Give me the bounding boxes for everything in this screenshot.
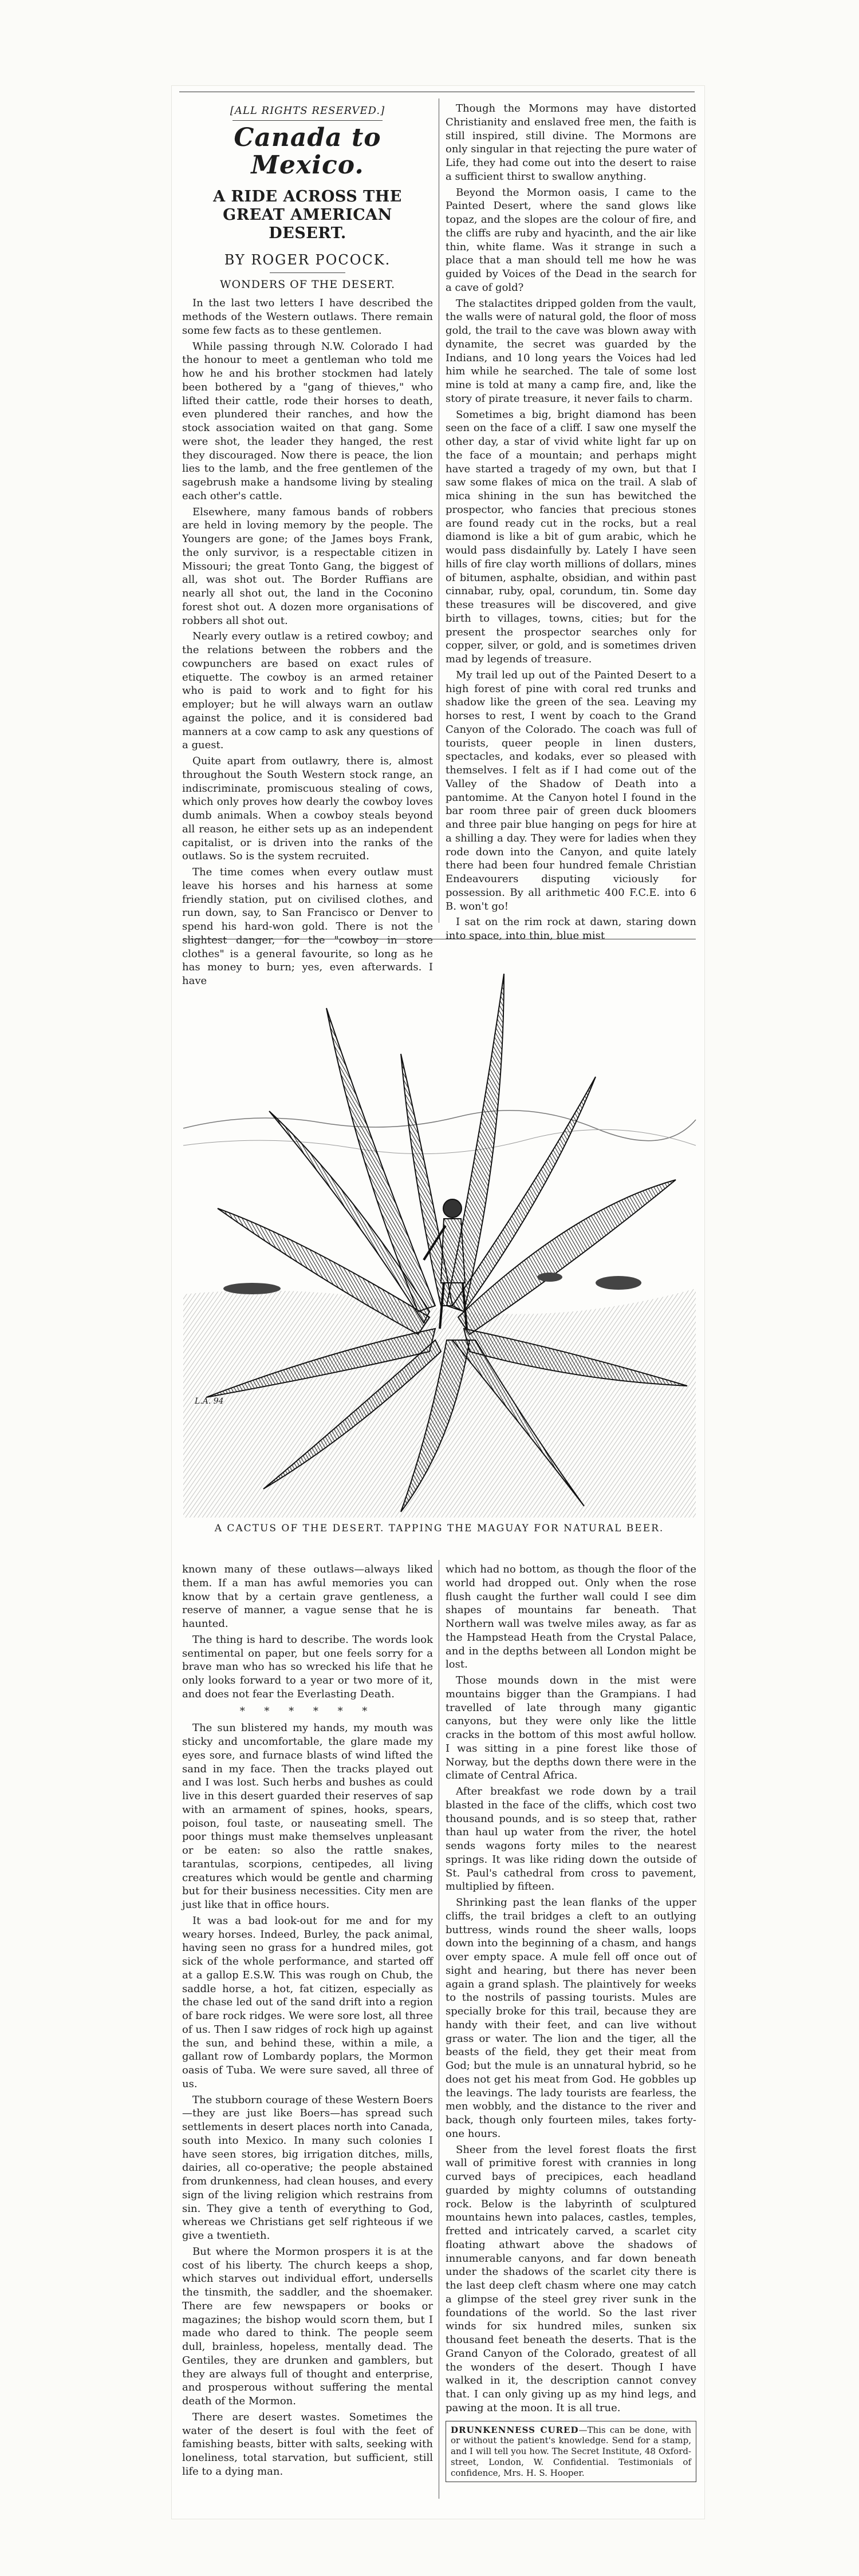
paragraph: I sat on the rim rock at dawn, staring down into space, into thin, blue mist (446, 916, 696, 942)
illustration-caption: A CACTUS OF THE DESERT. TAPPING THE MAGUAY FOR NATURAL BEER. (214, 1523, 664, 1534)
advert-body: —This can be done, with or without the patient's knowledge. Send for a stamp, and I will tell you how. The Secret Institute, 48 Oxford-street, London, W. Confidential. Testimonials of confidence, Mrs. H. S. Hooper. (451, 2424, 691, 2478)
paragraph: While passing through N.W. Colorado I had the honour to meet a gentleman who told me how he and his brother stockmen had lately been bothered by a "gang of thieves," who lifted their cattle, rode their horses to death, even plundered their ranches, and how the stock association waited on that gang. Some were shot, the leader they hanged, the rest they discouraged. Now there is peace, the lion lies to the lamb, and the free gentlemen of the sagebrush make a handsome living by stealing each other's cattle. (182, 340, 433, 502)
paragraph: The stalactites dripped golden from the vault, the walls were of natural gold, the floor of moss gold, the trail to the cave was blown away with dynamite, the secret was guarded by the Indians, and 10 long years the Voices had led him while he searched. The tale of some lost mine is told at many a camp fire, and, like the story of pirate treasure, it never fails to charm. (446, 297, 696, 405)
section-break: * * * * * * (239, 1705, 376, 1717)
paragraph: Shrinking past the lean flanks of the upper cliffs, the trail bridges a cleft to an outlying buttress, winds round the sheer walls, loops down into the beginning of a chasm, and hangs over empty space. A mule fell off once out of sight and hearing, but there has never been again a grand splash. The plaintively for weeks to the nostrils of passing tourists. Mules are specially broke for this trail, because they are handy with their feet, and can live without grass or water. The lion and the tiger, all the beasts of the field, they get their meat from God; but the mule is an unnatural hybrid, so he does not get his meat from God. He gobbles up the leavings. The lady tourists are fearless, the men wobbly, and the distance to the river and back, though only fourteen miles, takes forty-one hours. (446, 1897, 696, 2140)
paragraph: But where the Mormon prospers it is at the cost of his liberty. The church keeps a shop, which starves out individual effort, undersells the tinsmith, the saddler, and the shoemaker. There are few newspapers or books or magazines; the bishop would scorn them, but I made who dared to think. The people seem dull, brainless, hopeless, mentally dead. The Gentiles, they are drunken and gamblers, but they are always full of thought and enterprise, and prosperous without suffering the mental death of the Mormon. (182, 2245, 433, 2407)
paragraph: known many of these outlaws—always liked them. If a man has awful memories you can know that by a certain grave gentleness, a reserve of manner, a vague sense that he is haunted. (182, 1563, 433, 1630)
paragraph: The thing is hard to describe. The words look sentimental on paper, but one feels sorry for a brave man who has so wrecked his life that he only looks forward to a year or two more of it, and does not fear the Everlasting Death. (182, 1633, 433, 1700)
paragraph: Sometimes a big, bright diamond has been seen on the face of a cliff. I saw one myself the other day, a star of vivid white light far up on the face of a mountain; and perhaps might have started a tragedy of my own, but that I saw some flakes of mica on the trail. A slab of mica shining in the sun has bewitched the prospector, who fancies that precious stones are found ready cut in the rocks, but a real diamond is like a bit of gum arabic, which he would pass disdainfully by. Lately I have seen hills of fire clay worth millions of dollars, mines of bitumen, asphalte, obsidian, and within past cinnabar, ruby, opal, corundum, tin. Some day these treasures will be discovered, and give birth to villages, towns, cities; but for the present the prospector searches only for copper, silver, or gold, and is sometimes driven mad by legends of treasure. (446, 408, 696, 665)
paragraph: My trail led up out of the Painted Desert to a high forest of pine with coral red trunks and shadow like the green of the sea. Leaving my horses to rest, I went by coach to the Grand Canyon of the Colorado. The coach was full of tourists, queer people in linen dusters, spectacles, and kodaks, ever so pleased with themselves. I felt as if I had come out of the Valley of the Shadow of Death into a pantomime. At the Canyon hotel I found in the bar room three pair of green duck bloomers and three pair blue hanging on pegs for hire at a shilling a day. They were for ladies when they rode down into the Canyon, and quite lately there had been four hundred female Christian Endeavourers disputing viciously for possession. By all arithmetic 400 F.C.E. into 6 B. won't go! (446, 669, 696, 912)
paragraph: Elsewhere, many famous bands of robbers are held in loving memory by the people. The Youngers are gone; of the James boys Frank, the only survivor, is a respectable citizen in Missouri; the great Tonto Gang, the biggest of all, was shot out. The Border Ruffians are nearly all shot out, the land in the Coconino forest shot out. A dozen more organisations of robbers all shot out. (182, 505, 433, 627)
agave-engraving (183, 939, 696, 1518)
paragraph: After breakfast we rode down by a trail blasted in the face of the cliffs, which cost two thousand pounds, and is so steep that, rather than haul up water from the river, the hotel sends wagons forty miles to the nearest springs. It was like riding down the outside of St. Paul's cathedral from cross to pavement, multiplied by fifteen. (446, 1785, 696, 1893)
cactus-illustration (183, 939, 696, 1518)
paragraph: The sun blistered my hands, my mouth was sticky and uncomfortable, the glare made my eyes sore, and furnace blasts of wind lifted the sand in my face. Then the tracks played out and I was lost. Such herbs and bushes as could live in this desert guarded their reserves of sap with an armament of spines, hooks, spears, poison, foul taste, or nauseating smell. The poor things must make themselves unpleasant or be eaten: so also the rattle snakes, tarantulas, scorpions, centipedes, all living creatures which would be gentle and charming but for their business necessities. City men are just like that in office hours. (182, 1722, 433, 1911)
paragraph: Quite apart from outlawry, there is, almost throughout the South Western stock range, an indiscriminate, promiscuous stealing of cows, which only proves how dearly the cowboy loves dumb animals. When a cowboy steals beyond all reason, he either sets up as an independent capitalist, or is driven into the ranks of the outlaws. So is the system recruited. (182, 755, 433, 863)
advert-title: DRUNKENNESS CURED (451, 2424, 579, 2435)
engraver-signature: L.A. 94 (195, 1397, 224, 1406)
paragraph: Those mounds down in the mist were mountains bigger than the Grampians. I had travelled of late through many gigantic canyons, but they were only like the little cracks in the bottom of this most awful hollow. I was sitting in a pine forest like those of Norway, but the depths down there were in the climate of Central Africa. (446, 1674, 696, 1782)
article-byline: BY ROGER POCOCK. (224, 251, 391, 268)
column-right-bottom (446, 1563, 696, 2478)
article-subhead: A RIDE ACROSS THE GREAT AMERICAN DESERT. (213, 187, 402, 243)
paragraph: Though the Mormons may have distorted Christianity and enslaved free men, the faith is still inspired, still divine. The Mormons are only singular in that rejecting the pure water of Life, they had come out into the desert to raise a sufficient thirst to swallow anything. (446, 102, 696, 183)
paragraph: It was a bad look-out for me and for my weary horses. Indeed, Burley, the pack animal, having seen no grass for a hundred miles, got sick of the whole performance, and started off at a gallop E.S.W. This was rough on Chub, the saddle horse, a hot, fat citizen, especially as the chase led out of the sand drift into a region of bare rock ridges. We were sore lost, all three of us. Then I saw ridges of rock high up against the sun, and behind these, within a mile, a gallant row of Lombardy poplars, the Mormon oasis of Tuba. We were sure saved, all three of us. (182, 1914, 433, 2090)
paragraph: Beyond the Mormon oasis, I came to the Painted Desert, where the sand glows like topaz, and the slopes are the colour of fire, and the cliffs are ruby and hyacinth, and the air like thin, white flame. Was it strange in such a place that a man should tell me how he was guided by Voices of the Dead in the search for a cave of gold? (446, 186, 696, 294)
rights-notice: [ALL RIGHTS RESERVED.] (230, 105, 385, 117)
byline-rule (270, 272, 345, 273)
paragraph: Sheer from the level forest floats the first wall of primitive forest with crannies in long curved bays of precipices, each headland guarded by mighty columns of outstanding rock. Below is the labyrinth of sculptured mountains hewn into palaces, castles, temples, fretted and intricately carved, a scarlet city floating athwart above the shadows of innumerable canyons, and far down beneath under the shadows of the scarlet city there is the last deep cleft chasm where one may catch a glimpse of the steel grey river sunk in the foundations of the world. So the last river winds for six hundred miles, sunken six thousand feet beneath the deserts. That is the Grand Canyon of the Colorado, greatest of all the wonders of the desert. Though I have walked in it, the description cannot convey that. I can only giving up as my hind legs, and pawing at the moon. It is all true. (446, 2143, 696, 2414)
column-left-top (182, 102, 433, 987)
paragraph: In the last two letters I have described the methods of the Western outlaws. There remain some few facts as to these gentlemen. (182, 297, 433, 337)
section-heading: WONDERS OF THE DESERT. (219, 278, 396, 291)
paragraph: There are desert wastes. Sometimes the water of the desert is foul with the feet of famishing beasts, bitter with salts, seeking with loneliness, total starvation, but sufficient, still life to a dying man. (182, 2411, 433, 2478)
paragraph: which had no bottom, as though the floor of the world had dropped out. Only when the rose flush caught the further wall could I see dim shapes of mountains far beneath. That Northern wall was twelve miles away, as far as the Hampstead Heath from the Crystal Palace, and in the depths between all London might be lost. (446, 1563, 696, 1671)
rights-rule (233, 120, 383, 121)
paragraph: Nearly every outlaw is a retired cowboy; and the relations between the robbers and the cowpunchers are based on exact rules of etiquette. The cowboy is an armed retainer who is paid to work and to fight for his employer; but he will always warn an outlaw against the police, and it is considered bad manners at a cow camp to ask any questions of a guest. (182, 630, 433, 752)
paragraph: The time comes when every outlaw must leave his horses and his harness at some friendly station, put on civilised clothes, and run down, say, to San Francisco or Denver to spend his hard-won gold. There is not the slightest danger, for the "cowboy in store clothes" is a general favourite, so long as he has money to burn; yes, even afterwards. I have (182, 866, 433, 987)
column-right-top (446, 102, 696, 942)
column-left-bottom (182, 1563, 433, 2496)
paragraph: The stubborn courage of these Western Boers—they are just like Boers—has spread such settlements in desert places north into Canada, south into Mexico. In many such colonies I have seen stores, big irrigation ditches, mills, dairies, all co-operative; the people abstained from drunkenness, had clean houses, and every sign of the living religion which restrains from sin. They give a tenth of everything to God, whereas we Christians get self righteous if we give a twentieth. (182, 2093, 433, 2242)
article-masthead: Canada to Mexico. (234, 123, 381, 180)
advertisement (446, 2421, 696, 2483)
